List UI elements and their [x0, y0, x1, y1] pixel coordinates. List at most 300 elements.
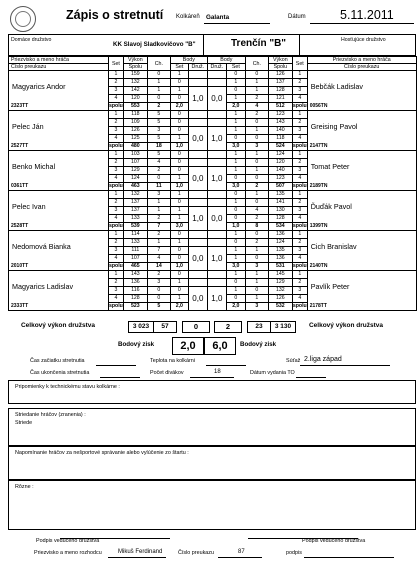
away-player-license: 2189TN	[307, 183, 416, 191]
blank-cell	[188, 151, 207, 159]
home-total-value: 3 023	[128, 321, 154, 333]
start-time-underline	[96, 365, 136, 366]
tech-notes-section[interactable]	[8, 380, 416, 404]
home-set-point: 0	[170, 79, 188, 87]
away-set-score: 126	[268, 295, 292, 303]
home-set-score: 133	[123, 239, 147, 247]
away-set-number: 1	[292, 271, 307, 279]
home-player-name: Magyarics Andor	[9, 71, 109, 103]
away-set-score: 135	[268, 191, 292, 199]
away-set-score: 126	[268, 71, 292, 79]
home-set-number: 2	[109, 199, 124, 207]
home-sum-misses: 18	[147, 143, 170, 151]
home-set-number: 1	[109, 231, 124, 239]
away-total-value: 3 130	[270, 321, 296, 333]
away-set-score: 137	[268, 79, 292, 87]
blank-cell	[188, 159, 207, 167]
home-sum-misses: 5	[147, 303, 170, 311]
league-underline	[300, 365, 390, 366]
away-set-point: 0	[226, 215, 245, 223]
home-signature-label: Podpis vedúceho družstva	[36, 538, 100, 544]
away-set-misses: 2	[245, 215, 268, 223]
away-set-misses: 4	[245, 207, 268, 215]
away-set-score: 123	[268, 175, 292, 183]
home-set-misses: 5	[147, 151, 170, 159]
away-sum-setpoints: 3,0	[226, 143, 245, 151]
col-name-header: Priezvisko a meno hráča	[307, 57, 416, 64]
home-set-misses: 1	[147, 207, 170, 215]
teams-row	[8, 34, 416, 56]
home-set-point: 1	[170, 207, 188, 215]
away-player-name: Bebčák Ladislav	[307, 71, 416, 103]
col-license-header: Číslo preukazu	[9, 64, 109, 71]
home-set-point: 0	[170, 287, 188, 295]
away-set-misses: 0	[245, 199, 268, 207]
home-set-misses: 2	[147, 271, 170, 279]
home-set-score: 107	[123, 159, 147, 167]
away-set-misses: 2	[245, 239, 268, 247]
spolu-label: spolu	[109, 303, 123, 309]
col-ch-header: Ch.	[245, 57, 268, 71]
away-set-misses: 0	[245, 119, 268, 127]
away-set-point: 0	[226, 191, 245, 199]
home-set-number: 2	[109, 159, 124, 167]
home-set-point: 0	[170, 151, 188, 159]
away-points-value: 6,0	[204, 337, 236, 355]
home-player-license: 2010TT	[9, 263, 109, 271]
home-set-score: 132	[123, 191, 147, 199]
away-sum-misses: 3	[245, 263, 268, 271]
home-set-misses: 4	[147, 255, 170, 263]
home-sum-score: 553	[123, 103, 147, 111]
away-set-misses: 2	[245, 95, 268, 103]
misc-label: Rôzne :	[15, 484, 34, 490]
blank-cell	[188, 119, 207, 127]
home-set-number: 4	[109, 255, 124, 263]
home-set-score: 143	[123, 271, 147, 279]
away-sum-score: 512	[268, 103, 292, 111]
away-points-label: Bodový zisk	[240, 341, 277, 348]
away-set-point: 1	[226, 231, 245, 239]
home-set-point: 0	[170, 247, 188, 255]
home-team-name: KK Slavoj Sladkovičovo "B"	[113, 41, 196, 48]
spolu-label: spolu	[292, 223, 307, 229]
home-set-point: 1	[170, 191, 188, 199]
substitutions-section[interactable]	[8, 408, 416, 446]
blank-cell	[207, 79, 226, 87]
blank-cell	[207, 119, 226, 127]
referee-license-label: Číslo preukazu	[178, 550, 214, 556]
page-title: Zápis o stretnutí	[66, 8, 164, 22]
set-row	[9, 231, 417, 239]
away-set-point: 0	[226, 135, 245, 143]
away-set-misses: 0	[245, 175, 268, 183]
blank-cell	[207, 239, 226, 247]
col-ch-header: Ch.	[147, 57, 170, 71]
away-set-score: 141	[268, 199, 292, 207]
venue-label: Kolkáreň	[176, 14, 200, 20]
blank-cell	[188, 79, 207, 87]
venue-underline	[204, 23, 270, 24]
home-team-point: 0,0	[188, 287, 207, 311]
home-sum-setpoints: 1,0	[170, 183, 188, 191]
home-set-score: 137	[123, 199, 147, 207]
col-spolu-header: Spolu	[268, 64, 292, 71]
substitutions-value: Striede	[15, 420, 33, 426]
away-sum-score: 524	[268, 143, 292, 151]
home-team-label: Domáce družstvo	[11, 37, 52, 43]
away-set-score: 135	[268, 247, 292, 255]
spolu-label: spolu	[109, 223, 123, 229]
home-set-score: 142	[123, 87, 147, 95]
away-set-misses: 1	[245, 151, 268, 159]
away-set-score: 130	[268, 207, 292, 215]
temperature-label: Teplota na kolkárni	[150, 358, 195, 364]
home-total-points: 0	[182, 321, 210, 333]
home-set-point: 1	[170, 135, 188, 143]
home-set-score: 109	[123, 119, 147, 127]
away-sum-misses: 3	[245, 303, 268, 311]
home-set-score: 136	[123, 279, 147, 287]
home-set-point: 0	[170, 119, 188, 127]
away-player-license: 2147TN	[307, 143, 416, 151]
home-set-score: 114	[123, 231, 147, 239]
col-team-points-header: Druž.	[188, 64, 207, 71]
spolu-label: spolu	[292, 103, 307, 109]
home-set-score: 159	[123, 71, 147, 79]
results-table	[8, 56, 417, 311]
blank-cell	[207, 151, 226, 159]
home-sum-score: 463	[123, 183, 147, 191]
home-set-misses: 4	[147, 159, 170, 167]
home-set-misses: 5	[147, 119, 170, 127]
away-player-name: Ďuďák Pavol	[307, 191, 416, 223]
home-set-score: 133	[123, 215, 147, 223]
home-set-point: 1	[170, 87, 188, 95]
blank-cell	[188, 279, 207, 287]
home-sum-score: 465	[123, 263, 147, 271]
spolu-label: spolu	[292, 143, 307, 149]
home-set-point: 1	[170, 239, 188, 247]
set-row	[9, 151, 417, 159]
home-set-point: 0	[170, 127, 188, 135]
away-sum-score: 532	[268, 303, 292, 311]
away-set-score: 136	[268, 255, 292, 263]
home-set-score: 124	[123, 175, 147, 183]
home-set-misses: 2	[147, 215, 170, 223]
away-set-misses: 1	[245, 271, 268, 279]
home-set-score: 103	[123, 151, 147, 159]
away-sum-setpoints: 2,0	[226, 103, 245, 111]
home-sum-setpoints: 3,0	[170, 223, 188, 231]
home-set-misses: 5	[147, 135, 170, 143]
blank-cell	[188, 271, 207, 279]
warnings-section[interactable]	[8, 446, 416, 480]
blank-cell	[207, 279, 226, 287]
home-set-misses: 7	[147, 247, 170, 255]
blank-cell	[188, 71, 207, 79]
date-underline	[310, 23, 414, 24]
referee-license-value: 87	[238, 549, 245, 555]
away-set-number: 2	[292, 239, 307, 247]
home-set-misses: 5	[147, 111, 170, 119]
blank-cell	[207, 231, 226, 239]
home-set-misses: 0	[147, 71, 170, 79]
spolu-label: spolu	[109, 103, 123, 109]
home-player-license: 2527TT	[9, 143, 109, 151]
away-team-point: 1,0	[207, 287, 226, 311]
home-total-misses: 57	[153, 321, 177, 333]
away-sum-setpoints: 3,0	[226, 183, 245, 191]
home-sum-score: 480	[123, 143, 147, 151]
away-set-number: 4	[292, 175, 307, 183]
home-set-number: 3	[109, 127, 124, 135]
end-time-underline	[100, 377, 140, 378]
home-team-point: 0,0	[188, 247, 207, 271]
away-set-point: 1	[226, 151, 245, 159]
referee-name: Mikuš Ferdinand	[118, 549, 163, 555]
set-row	[9, 71, 417, 79]
away-set-number: 3	[292, 167, 307, 175]
home-player-name: Nedomová Bianka	[9, 231, 109, 263]
referee-label: Priezvisko a meno rozhodcu	[34, 550, 102, 556]
away-sum-misses: 8	[245, 223, 268, 231]
away-set-point: 1	[226, 159, 245, 167]
home-set-misses: 1	[147, 199, 170, 207]
away-set-point: 0	[226, 295, 245, 303]
home-set-number: 3	[109, 167, 124, 175]
set-row	[9, 191, 417, 199]
away-set-point: 1	[226, 95, 245, 103]
away-signature-label: Podpis vedúceho družstva	[302, 538, 366, 544]
blank-cell	[207, 111, 226, 119]
home-set-score: 118	[123, 111, 147, 119]
home-set-point: 0	[170, 167, 188, 175]
away-set-point: 1	[226, 127, 245, 135]
teams-divider	[299, 35, 300, 55]
home-team-point: 0,0	[188, 127, 207, 151]
away-set-point: 1	[226, 287, 245, 295]
away-set-number: 2	[292, 199, 307, 207]
away-set-misses: 1	[245, 191, 268, 199]
start-time-label: Čas začiatku stretnutia	[30, 358, 85, 364]
spectators-value: 18	[214, 369, 221, 375]
temperature-underline	[206, 365, 246, 366]
home-totals-label: Celkový výkon družstva	[20, 322, 96, 329]
away-set-misses: 1	[245, 87, 268, 95]
spolu-label: spolu	[292, 183, 307, 189]
away-set-score: 129	[268, 279, 292, 287]
away-set-misses: 1	[245, 295, 268, 303]
away-sum-misses: 3	[245, 143, 268, 151]
away-set-number: 3	[292, 287, 307, 295]
away-set-score: 124	[268, 151, 292, 159]
col-license-header: Číslo preukazu	[307, 64, 416, 71]
away-team-point: 1,0	[207, 127, 226, 151]
away-set-score: 123	[268, 111, 292, 119]
away-team-label: Hosťujúce družstvo	[341, 37, 386, 43]
away-player-license: 0056TN	[307, 103, 416, 111]
date-label: Dátum	[288, 14, 306, 20]
away-set-misses: 2	[245, 111, 268, 119]
away-set-misses: 1	[245, 279, 268, 287]
home-set-point: 1	[170, 295, 188, 303]
home-set-score: 128	[123, 295, 147, 303]
away-player-license: 2140TN	[307, 263, 416, 271]
col-body-header: Body	[170, 57, 207, 64]
home-set-score: 120	[123, 95, 147, 103]
away-team-point: 0,0	[207, 207, 226, 231]
home-sum-misses: 14	[147, 263, 170, 271]
home-set-misses: 3	[147, 279, 170, 287]
home-set-number: 4	[109, 95, 124, 103]
col-vykon-header: Výkon	[123, 57, 147, 64]
venue-value: Galanta	[206, 14, 230, 21]
home-set-number: 4	[109, 175, 124, 183]
away-set-score: 118	[268, 135, 292, 143]
tech-notes-label: Pripomienky k technickému stavu kolkárne :	[15, 384, 120, 390]
warnings-label: Napomínanie hráčov za nešportové správanie alebo vylúčenie zo štartu :	[15, 450, 189, 456]
away-sum-misses: 2	[245, 183, 268, 191]
end-time-label: Čas ukončenia stretnutia	[30, 370, 90, 376]
home-set-point: 0	[170, 111, 188, 119]
away-sum-setpoints: 2,0	[226, 303, 245, 311]
home-set-point: 0	[170, 255, 188, 263]
home-set-number: 1	[109, 271, 124, 279]
misc-section[interactable]	[8, 480, 416, 530]
col-set-header: Set	[292, 57, 307, 71]
away-team-name: Trenčín "B"	[231, 38, 287, 49]
away-set-point: 0	[226, 239, 245, 247]
home-set-point: 1	[170, 71, 188, 79]
away-set-number: 3	[292, 87, 307, 95]
referee-underline	[108, 557, 166, 558]
home-set-score: 107	[123, 255, 147, 263]
home-set-score: 126	[123, 127, 147, 135]
home-sum-misses: 11	[147, 183, 170, 191]
away-set-score: 140	[268, 167, 292, 175]
blank-cell	[207, 191, 226, 199]
away-player-license: 1399TN	[307, 223, 416, 231]
away-set-score: 145	[268, 271, 292, 279]
home-set-point: 0	[170, 95, 188, 103]
away-set-point: 0	[226, 175, 245, 183]
blank-cell	[188, 191, 207, 199]
home-set-number: 3	[109, 247, 124, 255]
home-set-misses: 3	[147, 127, 170, 135]
blank-cell	[188, 231, 207, 239]
home-set-number: 4	[109, 215, 124, 223]
away-total-misses: 23	[247, 321, 271, 333]
home-set-score: 125	[123, 135, 147, 143]
spectators-label: Počet divákov	[150, 370, 184, 376]
away-set-point: 1	[226, 167, 245, 175]
home-set-number: 3	[109, 287, 124, 295]
teams-divider	[203, 35, 204, 55]
home-set-number: 2	[109, 79, 124, 87]
away-sum-setpoints: 3,0	[226, 263, 245, 271]
spolu-label: spolu	[109, 263, 123, 269]
blank-cell	[207, 199, 226, 207]
away-set-number: 3	[292, 207, 307, 215]
home-set-misses: 1	[147, 87, 170, 95]
home-set-number: 1	[109, 191, 124, 199]
away-set-score: 136	[268, 231, 292, 239]
away-set-misses: 0	[245, 287, 268, 295]
home-set-number: 1	[109, 111, 124, 119]
home-player-name: Magyarics Ladislav	[9, 271, 109, 303]
home-set-score: 116	[123, 287, 147, 295]
home-team-point: 0,0	[188, 167, 207, 191]
away-set-score: 140	[268, 127, 292, 135]
away-set-point: 1	[226, 111, 245, 119]
away-set-misses: 1	[245, 127, 268, 135]
home-player-name: Pelec Ivan	[9, 191, 109, 223]
home-set-number: 3	[109, 87, 124, 95]
home-set-point: 1	[170, 215, 188, 223]
away-set-number: 3	[292, 247, 307, 255]
away-set-number: 2	[292, 119, 307, 127]
home-sum-setpoints: 1,0	[170, 263, 188, 271]
release-date-label: Dátum vydania TO	[250, 370, 295, 376]
home-set-point: 1	[170, 279, 188, 287]
away-set-misses: 0	[245, 159, 268, 167]
away-set-number: 3	[292, 127, 307, 135]
away-set-score: 143	[268, 119, 292, 127]
away-set-misses: 1	[245, 79, 268, 87]
home-sum-misses: 2	[147, 103, 170, 111]
away-set-misses: 0	[245, 231, 268, 239]
blank-cell	[207, 71, 226, 79]
col-body-header: Body	[207, 57, 245, 64]
date-value: 5.11.2011	[340, 8, 394, 22]
away-player-name: Greising Pavol	[307, 111, 416, 143]
away-set-score: 121	[268, 95, 292, 103]
blank-cell	[188, 239, 207, 247]
away-set-misses: 0	[245, 135, 268, 143]
totals-row	[8, 321, 414, 332]
referee-signature-label: podpis	[286, 550, 302, 556]
home-team-point: 1,0	[188, 87, 207, 111]
home-set-misses: 0	[147, 287, 170, 295]
away-player-name: Cich Branislav	[307, 231, 416, 263]
spolu-label: spolu	[292, 303, 307, 309]
home-set-number: 1	[109, 151, 124, 159]
spolu-label: spolu	[109, 143, 123, 149]
away-set-point: 0	[226, 71, 245, 79]
away-set-number: 4	[292, 95, 307, 103]
away-sum-score: 534	[268, 223, 292, 231]
home-set-number: 2	[109, 239, 124, 247]
away-player-name: Pavlík Peter	[307, 271, 416, 303]
away-set-number: 2	[292, 279, 307, 287]
home-sum-score: 523	[123, 303, 147, 311]
home-set-number: 2	[109, 119, 124, 127]
home-set-number: 2	[109, 279, 124, 287]
home-set-point: 0	[170, 159, 188, 167]
home-points-label: Bodový zisk	[118, 341, 155, 348]
away-set-number: 2	[292, 159, 307, 167]
away-team-point: 1,0	[207, 167, 226, 191]
away-set-point: 1	[226, 199, 245, 207]
home-player-name: Benko Michal	[9, 151, 109, 183]
home-set-misses: 0	[147, 95, 170, 103]
home-set-point: 0	[170, 231, 188, 239]
away-set-score: 124	[268, 239, 292, 247]
substitutions-label: Striedanie hráčov (zranenia) :	[15, 412, 86, 418]
away-set-point: 1	[226, 247, 245, 255]
away-set-score: 128	[268, 215, 292, 223]
